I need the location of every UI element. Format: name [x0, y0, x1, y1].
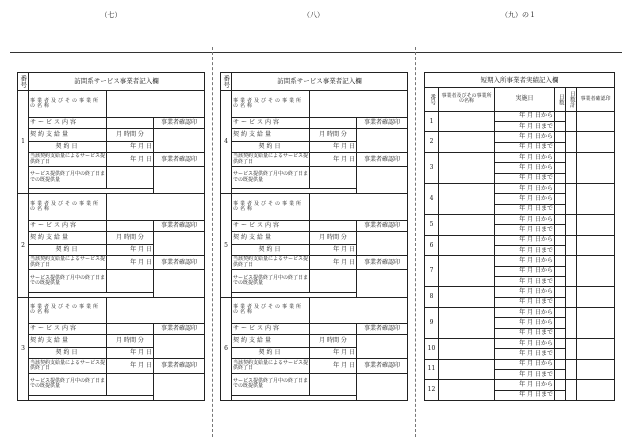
- contract-amount-label: 契約支給量: [232, 335, 310, 348]
- date-field[interactable]: 年 月 日から: [495, 184, 555, 194]
- provider-field[interactable]: [439, 215, 495, 236]
- confirm-stamp-field[interactable]: [357, 128, 408, 152]
- contract-amount-label: 契約支給量: [29, 335, 107, 348]
- block-number: 6: [221, 297, 232, 400]
- service-label: サービス内容: [29, 220, 107, 231]
- row-number: 9: [425, 307, 439, 338]
- total-field[interactable]: [566, 287, 577, 308]
- usage-label: サービス提供終了月中の終了日までの既提供量: [29, 270, 107, 292]
- usage-field[interactable]: [310, 270, 357, 292]
- end-date-label: 当該契約支給量によるサービス提供終了日: [232, 256, 310, 270]
- days-field[interactable]: [555, 256, 566, 266]
- provider-field[interactable]: [439, 184, 495, 215]
- confirm-label: 事業者確認印: [357, 220, 408, 231]
- hours-field[interactable]: 月 時間 分: [107, 335, 154, 348]
- panel9-number: （九）の１: [501, 11, 536, 19]
- date-field[interactable]: 年 月 日から: [495, 215, 555, 225]
- days-field[interactable]: [555, 194, 566, 204]
- contract-date-field[interactable]: 年 月 日: [310, 141, 357, 152]
- date-field[interactable]: 年 月 日まで: [495, 369, 555, 379]
- number-header: 番号: [425, 88, 439, 112]
- date-header: 実施日: [495, 88, 555, 112]
- date-field[interactable]: 年 月 日まで: [495, 204, 555, 214]
- provider-field[interactable]: [107, 91, 205, 117]
- service-label: サービス内容: [29, 323, 107, 334]
- confirm-label: 事業者確認印: [154, 323, 205, 334]
- contract-date-field[interactable]: 年 月 日: [310, 348, 357, 359]
- contract-date-field[interactable]: 年 月 日: [107, 245, 154, 256]
- usage-field[interactable]: [310, 373, 357, 395]
- confirm-stamp-field[interactable]: [357, 373, 408, 400]
- provider-field[interactable]: [439, 380, 495, 401]
- confirm-stamp-field[interactable]: [577, 256, 615, 287]
- usage-field[interactable]: [107, 270, 154, 292]
- hours-field[interactable]: 月 時間 分: [107, 231, 154, 244]
- row-number: 11: [425, 359, 439, 380]
- contract-amount-label: 契約支給量: [232, 128, 310, 141]
- confirm-stamp-field[interactable]: [577, 359, 615, 380]
- usage-field[interactable]: [310, 167, 357, 189]
- days-field[interactable]: [555, 318, 566, 328]
- total-field[interactable]: [566, 380, 577, 401]
- panel8-number: （八）: [303, 11, 324, 19]
- days-field[interactable]: [555, 163, 566, 173]
- confirm-label: 事業者確認印: [154, 220, 205, 231]
- contract-date-label: 契約日: [232, 141, 310, 152]
- date-field[interactable]: 年 月 日から: [495, 318, 555, 328]
- end-date-label: 当該契約支給量によるサービス提供終了日: [232, 152, 310, 166]
- confirm-stamp-field[interactable]: [577, 111, 615, 132]
- total-field[interactable]: [566, 132, 577, 153]
- date-field[interactable]: 年 月 日から: [495, 153, 555, 163]
- confirm-stamp-field[interactable]: [357, 270, 408, 297]
- total-field[interactable]: [566, 338, 577, 359]
- confirm-label: 事業者確認印: [154, 152, 205, 166]
- total-field[interactable]: [566, 235, 577, 256]
- contract-amount-label: 契約支給量: [29, 128, 107, 141]
- service-field[interactable]: [107, 117, 154, 128]
- row-number: 10: [425, 338, 439, 359]
- days-field[interactable]: [555, 122, 566, 132]
- confirm-header: 事業者確認印: [577, 88, 615, 112]
- days-field[interactable]: [555, 307, 566, 317]
- days-field[interactable]: [555, 204, 566, 214]
- confirm-stamp-field[interactable]: [154, 231, 205, 255]
- end-date-field[interactable]: 年 月 日: [107, 256, 154, 270]
- row-number: 2: [425, 132, 439, 153]
- confirm-stamp-field[interactable]: [577, 380, 615, 401]
- days-field[interactable]: [555, 184, 566, 194]
- date-field[interactable]: 年 月 日まで: [495, 328, 555, 338]
- provider-label: 事業者及びその事業所の名称: [29, 91, 107, 117]
- provider-field[interactable]: [439, 235, 495, 256]
- provider-field[interactable]: [439, 256, 495, 287]
- days-field[interactable]: [555, 246, 566, 256]
- number-header: 番号: [18, 73, 29, 91]
- confirm-label: 事業者確認印: [357, 323, 408, 334]
- contract-date-label: 契約日: [29, 348, 107, 359]
- end-date-label: 当該契約支給量によるサービス提供終了日: [232, 359, 310, 373]
- total-field[interactable]: [566, 256, 577, 287]
- panel-title: 訪問系サービス事業者記入欄: [29, 73, 205, 91]
- provider-field[interactable]: [107, 297, 205, 323]
- service-field[interactable]: [107, 220, 154, 231]
- row-number: 6: [425, 235, 439, 256]
- days-field[interactable]: [555, 235, 566, 245]
- panel8-table: [220, 72, 408, 401]
- block-number: 2: [18, 194, 29, 297]
- days-field[interactable]: [555, 349, 566, 359]
- total-field[interactable]: [566, 215, 577, 236]
- date-field[interactable]: 年 月 日から: [495, 338, 555, 348]
- date-field[interactable]: 年 月 日まで: [495, 349, 555, 359]
- days-field[interactable]: [555, 380, 566, 390]
- days-field[interactable]: [555, 266, 566, 276]
- date-field[interactable]: 年 月 日から: [495, 266, 555, 276]
- end-date-label: 当該契約支給量によるサービス提供終了日: [29, 359, 107, 373]
- date-field[interactable]: 年 月 日まで: [495, 142, 555, 152]
- usage-extra: [232, 395, 357, 400]
- days-field[interactable]: [555, 297, 566, 307]
- panel-title: 訪問系サービス事業者記入欄: [232, 73, 408, 91]
- row-number: 5: [425, 215, 439, 236]
- days-field[interactable]: [555, 390, 566, 400]
- days-field[interactable]: [555, 173, 566, 183]
- confirm-stamp-field[interactable]: [154, 335, 205, 359]
- block-number: 5: [221, 194, 232, 297]
- confirm-label: 事業者確認印: [357, 117, 408, 128]
- provider-field[interactable]: [107, 194, 205, 220]
- date-field[interactable]: 年 月 日から: [495, 163, 555, 173]
- provider-label: 事業者及びその事業所の名称: [232, 91, 310, 117]
- days-field[interactable]: [555, 111, 566, 121]
- date-field[interactable]: 年 月 日から: [495, 359, 555, 369]
- days-field[interactable]: [555, 142, 566, 152]
- confirm-label: 事業者確認印: [154, 117, 205, 128]
- end-date-field[interactable]: 年 月 日: [310, 152, 357, 166]
- panel7-number: （七）: [100, 11, 122, 19]
- days-field[interactable]: [555, 287, 566, 297]
- confirm-stamp-field[interactable]: [577, 184, 615, 215]
- service-label: サービス内容: [232, 117, 310, 128]
- confirm-stamp-field[interactable]: [154, 167, 205, 194]
- usage-field[interactable]: [107, 373, 154, 395]
- days-field[interactable]: [555, 225, 566, 235]
- total-field[interactable]: [566, 307, 577, 338]
- usage-label: サービス提供終了月中の終了日までの既提供量: [232, 373, 310, 395]
- service-field[interactable]: [310, 220, 357, 231]
- confirm-stamp-field[interactable]: [154, 373, 205, 400]
- hours-field[interactable]: 月 時間 分: [107, 128, 154, 141]
- contract-date-field[interactable]: 年 月 日: [107, 348, 154, 359]
- date-field[interactable]: 年 月 日から: [495, 307, 555, 317]
- usage-extra: [29, 395, 154, 400]
- end-date-field[interactable]: 年 月 日: [107, 359, 154, 373]
- confirm-label: 事業者確認印: [357, 256, 408, 270]
- confirm-stamp-field[interactable]: [577, 287, 615, 308]
- date-field[interactable]: 年 月 日から: [495, 194, 555, 204]
- total-header: 日数計: [566, 88, 577, 112]
- provider-field[interactable]: [439, 338, 495, 359]
- confirm-stamp-field[interactable]: [577, 338, 615, 359]
- block-number: 3: [18, 297, 29, 400]
- confirm-stamp-field[interactable]: [357, 231, 408, 255]
- confirm-label: 事業者確認印: [357, 152, 408, 166]
- hours-field[interactable]: 月 時間 分: [310, 335, 357, 348]
- confirm-stamp-field[interactable]: [154, 270, 205, 297]
- hours-field[interactable]: 月 時間 分: [310, 231, 357, 244]
- contract-date-field[interactable]: 年 月 日: [107, 141, 154, 152]
- row-number: 12: [425, 380, 439, 401]
- provider-label: 事業者及びその事業所の名称: [232, 194, 310, 220]
- provider-field[interactable]: [439, 307, 495, 338]
- end-date-field[interactable]: 年 月 日: [107, 152, 154, 166]
- usage-field[interactable]: [107, 167, 154, 189]
- block-number: 4: [221, 91, 232, 194]
- usage-label: サービス提供終了月中の終了日までの既提供量: [232, 270, 310, 292]
- date-field[interactable]: 年 月 日まで: [495, 122, 555, 132]
- days-field[interactable]: [555, 328, 566, 338]
- days-field[interactable]: [555, 338, 566, 348]
- provider-header: 事業者及びその事業所の名称: [439, 88, 495, 112]
- provider-field[interactable]: [439, 132, 495, 153]
- row-number: 7: [425, 256, 439, 287]
- end-date-label: 当該契約支給量によるサービス提供終了日: [29, 256, 107, 270]
- date-field[interactable]: 年 月 日から: [495, 132, 555, 142]
- page-divider: [415, 47, 416, 437]
- row-number: 3: [425, 153, 439, 184]
- provider-label: 事業者及びその事業所の名称: [29, 194, 107, 220]
- usage-label: サービス提供終了月中の終了日までの既提供量: [29, 373, 107, 395]
- contract-date-label: 契約日: [29, 141, 107, 152]
- total-field[interactable]: [566, 184, 577, 215]
- days-field[interactable]: [555, 132, 566, 142]
- confirm-stamp-field[interactable]: [577, 153, 615, 184]
- contract-date-label: 契約日: [232, 245, 310, 256]
- date-field[interactable]: 年 月 日から: [495, 380, 555, 390]
- date-field[interactable]: 年 月 日から: [495, 287, 555, 297]
- provider-field[interactable]: [439, 111, 495, 132]
- row-number: 8: [425, 287, 439, 308]
- page-divider: [212, 47, 213, 437]
- service-field[interactable]: [310, 117, 357, 128]
- number-header: 番号: [221, 73, 232, 91]
- hours-field[interactable]: 月 時間 分: [310, 128, 357, 141]
- date-field[interactable]: 年 月 日から: [495, 256, 555, 266]
- service-field[interactable]: [310, 323, 357, 334]
- date-field[interactable]: 年 月 日まで: [495, 173, 555, 183]
- days-field[interactable]: [555, 359, 566, 369]
- total-field[interactable]: [566, 359, 577, 380]
- service-label: サービス内容: [232, 323, 310, 334]
- service-field[interactable]: [107, 323, 154, 334]
- panel-title: 短期入所事業者実績記入欄: [425, 73, 615, 88]
- row-number: 1: [425, 111, 439, 132]
- contract-date-field[interactable]: 年 月 日: [310, 245, 357, 256]
- confirm-stamp-field[interactable]: [577, 307, 615, 338]
- contract-date-label: 契約日: [232, 348, 310, 359]
- date-field[interactable]: 年 月 日まで: [495, 390, 555, 400]
- confirm-label: 事業者確認印: [357, 359, 408, 373]
- contract-date-label: 契約日: [29, 245, 107, 256]
- days-field[interactable]: [555, 277, 566, 287]
- provider-field[interactable]: [439, 153, 495, 184]
- total-field[interactable]: [566, 111, 577, 132]
- confirm-stamp-field[interactable]: [577, 235, 615, 256]
- date-field[interactable]: 年 月 日から: [495, 235, 555, 245]
- contract-amount-label: 契約支給量: [29, 231, 107, 244]
- days-header: 日数: [555, 88, 566, 112]
- block-number: 1: [18, 91, 29, 194]
- total-field[interactable]: [566, 153, 577, 184]
- panel7-table: [17, 72, 205, 401]
- provider-label: 事業者及びその事業所の名称: [232, 297, 310, 323]
- confirm-stamp-field[interactable]: [357, 167, 408, 194]
- service-label: サービス内容: [29, 117, 107, 128]
- usage-label: サービス提供終了月中の終了日までの既提供量: [29, 167, 107, 189]
- days-field[interactable]: [555, 153, 566, 163]
- date-field[interactable]: 年 月 日まで: [495, 297, 555, 307]
- usage-label: サービス提供終了月中の終了日までの既提供量: [232, 167, 310, 189]
- confirm-stamp-field[interactable]: [357, 335, 408, 359]
- provider-label: 事業者及びその事業所の名称: [29, 297, 107, 323]
- days-field[interactable]: [555, 215, 566, 225]
- end-date-field[interactable]: 年 月 日: [310, 359, 357, 373]
- provider-field[interactable]: [310, 91, 408, 117]
- end-date-field[interactable]: 年 月 日: [310, 256, 357, 270]
- days-field[interactable]: [555, 369, 566, 379]
- date-field[interactable]: 年 月 日まで: [495, 225, 555, 235]
- panel9-table: [424, 72, 615, 401]
- end-date-label: 当該契約支給量によるサービス提供終了日: [29, 152, 107, 166]
- confirm-label: 事業者確認印: [154, 359, 205, 373]
- confirm-stamp-field[interactable]: [577, 132, 615, 153]
- provider-field[interactable]: [310, 297, 408, 323]
- provider-field[interactable]: [439, 287, 495, 308]
- date-field[interactable]: 年 月 日まで: [495, 277, 555, 287]
- contract-amount-label: 契約支給量: [232, 231, 310, 244]
- row-number: 4: [425, 184, 439, 215]
- confirm-stamp-field[interactable]: [154, 128, 205, 152]
- date-field[interactable]: 年 月 日から: [495, 111, 555, 121]
- confirm-label: 事業者確認印: [154, 256, 205, 270]
- service-label: サービス内容: [232, 220, 310, 231]
- confirm-stamp-field[interactable]: [577, 215, 615, 236]
- date-field[interactable]: 年 月 日まで: [495, 246, 555, 256]
- provider-field[interactable]: [439, 359, 495, 380]
- provider-field[interactable]: [310, 194, 408, 220]
